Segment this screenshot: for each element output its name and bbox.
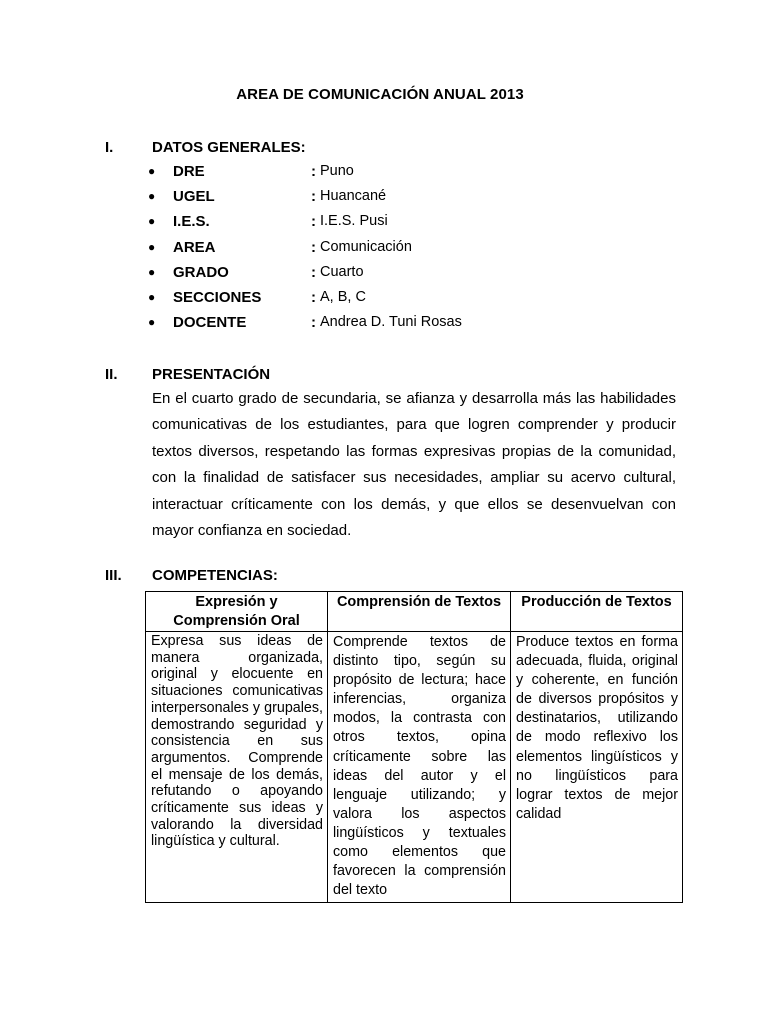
table-header-cell: Comprensión de Textos (328, 592, 511, 632)
document-title: AREA DE COMUNICACIÓN ANUAL 2013 (236, 86, 524, 103)
datos-value: Cuarto (320, 263, 364, 280)
datos-value: I.E.S. Pusi (320, 213, 388, 230)
datos-colon: : (311, 314, 316, 332)
section-number-datos: I. (105, 139, 114, 156)
section-number-presentacion: II. (105, 366, 118, 383)
table-row (146, 632, 683, 903)
bullet-icon: ● (148, 239, 156, 254)
table-header-cell: Producción de Textos (511, 592, 683, 632)
bullet-icon: ● (148, 315, 156, 330)
datos-label: DOCENTE (173, 314, 247, 332)
table-cell: Comprende textos de distinto tipo, según su propósito de lectura; hace inferencias, organiza modos, la contrasta con otros textos, opina críticamente sobre las ideas del autor y el lenguaje utilizando; y valora los aspectos lingüísticos y textuales como elementos que favorecen la comprensión del texto (328, 632, 511, 903)
datos-colon: : (311, 288, 316, 306)
datos-label: UGEL (173, 188, 215, 206)
datos-label: GRADO (173, 263, 229, 281)
section-heading-presentacion: PRESENTACIÓN (152, 366, 271, 383)
datos-label: AREA (173, 238, 216, 256)
bullet-icon: ● (148, 214, 156, 229)
bullet-icon: ● (148, 164, 156, 178)
datos-value: Andrea D. Tuni Rosas (320, 314, 462, 331)
presentacion-paragraph: En el cuarto grado de secundaria, se afianza y desarrolla más las habilidades comunicativas de los estudiantes, para que logren comprender y producir textos diversos, respetando las formas expresivas propias de la comunidad, con la finalidad de satisfacer sus necesidades, ampliar su acervo cultural, interactuar críticamente con los demás, y que ellos se desenvuelvan con mayor confianza en sociedad. (152, 390, 676, 540)
bullet-icon: ● (148, 289, 156, 304)
datos-value: Huancané (320, 188, 387, 205)
table-header-row (146, 592, 683, 632)
competencias-table (145, 591, 683, 903)
datos-value: A, B, C (320, 288, 366, 305)
datos-value: Puno (320, 163, 354, 179)
datos-label: I.E.S. (173, 213, 210, 231)
section-heading-competencias: COMPETENCIAS: (152, 567, 278, 584)
table-cell: Expresa sus ideas de manera organizada, original y elocuente en situaciones comunicativas interpersonales y grupales, demostrando seguridad y consistencia en sus argumentos. Comprende el mensaje de los demás, refutando o apoyando críticamente sus ideas y valorando la diversidad lingüística y cultural. (146, 632, 328, 903)
datos-colon: : (311, 263, 316, 281)
bullet-icon: ● (148, 189, 156, 204)
section-number-competencias: III. (105, 567, 122, 584)
table-header-cell: Expresión y Comprensión Oral (146, 592, 328, 632)
datos-value: Comunicación (320, 238, 412, 255)
bullet-icon: ● (148, 264, 156, 279)
datos-colon: : (311, 163, 316, 180)
datos-label: DRE (173, 163, 205, 180)
table-cell: Produce textos en forma adecuada, fluida, original y coherente, en función de diversos propósitos y destinatarios, utilizando de modo reflexivo los elementos lingüísticos y no lingüísticos para lograr textos de mejor calidad (511, 632, 683, 903)
section-heading-datos: DATOS GENERALES: (152, 139, 306, 156)
datos-colon: : (311, 238, 316, 256)
datos-label: SECCIONES (173, 288, 262, 306)
datos-colon: : (311, 213, 316, 231)
datos-colon: : (311, 188, 316, 206)
